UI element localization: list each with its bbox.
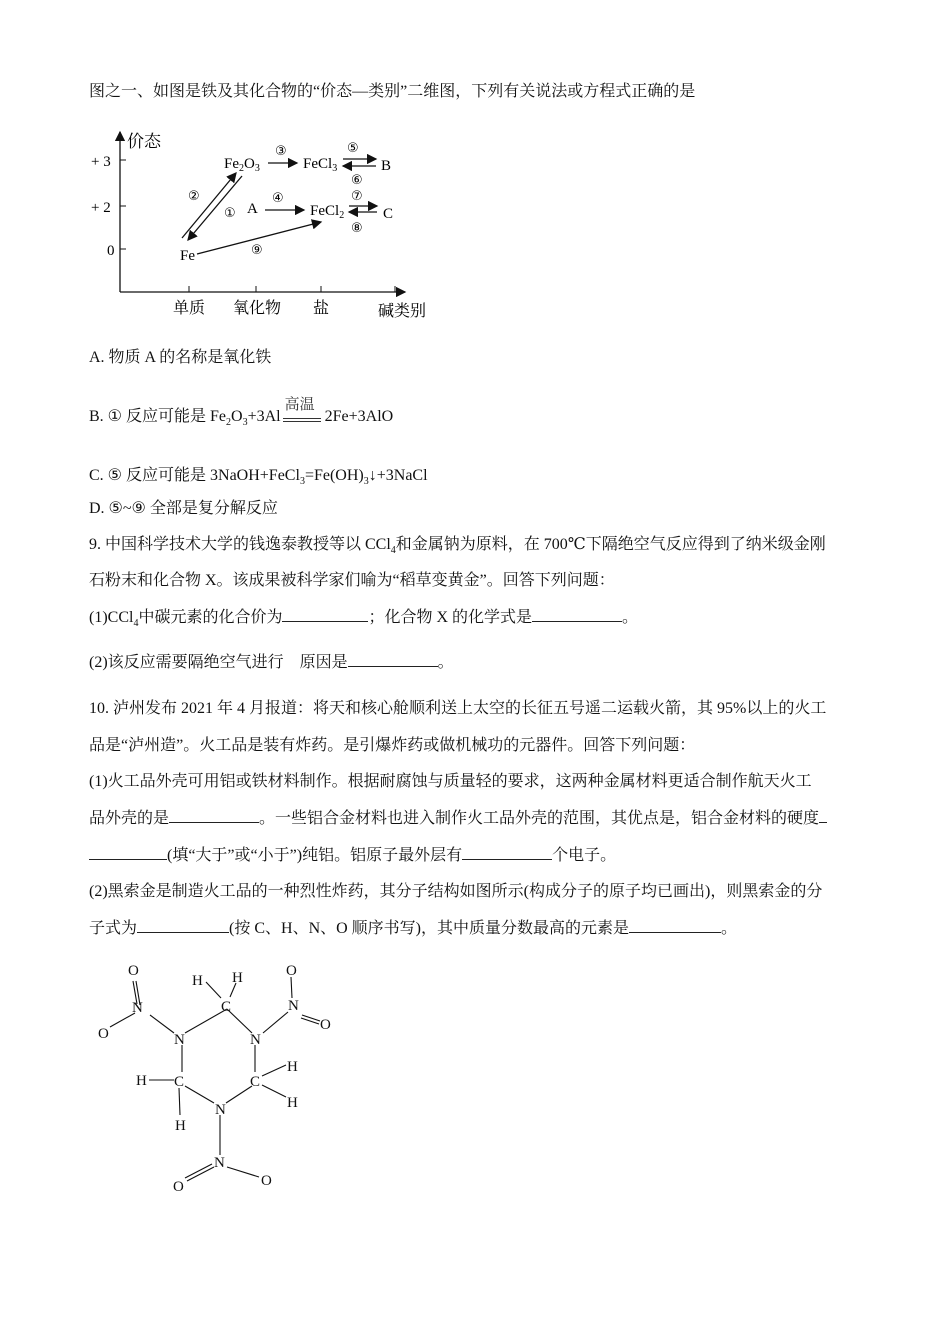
reaction-number-5: ⑤ xyxy=(347,141,359,156)
q9-line-1: 9. 中国科学技术大学的钱逸泰教授等以 CCl$_4$和金属钠为原料，在 700℃下隔绝空气反应得到了纳米级金刚 xyxy=(89,536,826,557)
atom-n: N xyxy=(250,1032,261,1048)
atom-h: H xyxy=(192,973,203,989)
atom-h: H xyxy=(287,1059,298,1075)
q9-part-1: (1)CCl$_4$中碳元素的化合价为 ；化合物 X 的化学式是 。 xyxy=(89,609,639,630)
atom-n: N xyxy=(215,1102,226,1118)
option-a: A. 物质 A 的名称是氧化铁 xyxy=(89,349,272,366)
q10-part-1-line-3: (填“大于”或“小于”)纯铝。铝原子最外层有 个电子。 xyxy=(89,845,616,866)
q10-line-1: 10. 泸州发布 2021 年 4 月报道：将天和核心舱顺利送上太空的长征五号遥二运载火箭，其 95%以上的火工 xyxy=(89,700,827,717)
answer-blank[interactable] xyxy=(137,918,229,933)
atom-c: C xyxy=(221,999,232,1015)
option-b: B. ① 反应可能是 $Fe_2O_3+3Al$ 高温 2Fe+3AlO xyxy=(89,397,394,429)
q10-part-2-line-1: (2)黑索金是制造火工品的一种烈性炸药，其分子结构如图所示(构成分子的原子均已画出)，则黑索金的分 xyxy=(89,883,823,900)
atom-o: O xyxy=(320,1017,331,1033)
atom-h: H xyxy=(287,1095,298,1111)
q9-part-2: (2)该反应需要隔绝空气进行 原因是 。 xyxy=(89,654,454,671)
atom-c: C xyxy=(250,1074,261,1090)
reaction-number-8: ⑧ xyxy=(351,221,363,236)
answer-blank[interactable] xyxy=(462,845,552,860)
atom-o: O xyxy=(173,1179,184,1195)
atom-o: O xyxy=(261,1173,272,1189)
atom-o: O xyxy=(128,963,139,979)
atom-n: N xyxy=(132,1000,143,1016)
atom-h: H xyxy=(136,1073,147,1089)
species-fe2o3: $Fe_2O_3$ xyxy=(224,156,260,174)
atom-c: C xyxy=(174,1074,185,1090)
x-tick-oxide: 氧化物 xyxy=(233,300,282,317)
answer-blank[interactable] xyxy=(532,607,622,622)
question-intro: 图之一、如图是铁及其化合物的“价态—类别”二维图，下列有关说法或方程式正确的是 xyxy=(89,83,696,100)
atom-n: N xyxy=(174,1032,185,1048)
answer-blank[interactable] xyxy=(89,845,167,860)
species-a: A xyxy=(247,201,258,217)
atom-o: O xyxy=(286,963,297,979)
option-c: C. ⑤ 反应可能是 $3NaOH+FeCl_3=Fe(OH)_3↓+3NaCl$ xyxy=(89,467,428,488)
x-tick-base-category: 碱类别 xyxy=(378,303,427,320)
q10-part-1-line-1: (1)火工品外壳可用铝或铁材料制作。根据耐腐蚀与质量轻的要求，这两种金属材料更适合制作航天火工 xyxy=(89,773,812,790)
atom-n: N xyxy=(288,998,299,1014)
reaction-number-1: ① xyxy=(224,206,236,221)
y-tick-zero: 0 xyxy=(107,243,115,259)
species-b: B xyxy=(381,158,392,174)
reaction-number-4: ④ xyxy=(272,191,284,206)
answer-blank[interactable] xyxy=(169,808,259,823)
q9-line-2: 石粉末和化合物 X。该成果被科学家们喻为“稻草变黄金”。回答下列问题： xyxy=(89,572,615,589)
atom-o: O xyxy=(98,1026,109,1042)
rdx-molecule-structure xyxy=(90,955,350,1205)
q10-part-1-line-2: 品外壳的是 。一些铝合金材料也进入制作火工品外壳的范围，其优点是，铝合金材料的硬度 xyxy=(89,808,827,829)
reaction-number-9: ⑨ xyxy=(251,243,263,258)
iron-valence-diagram xyxy=(85,120,455,325)
answer-blank[interactable] xyxy=(819,808,827,823)
q10-line-2: 品是“泸州造”。火工品是装有炸药。是引爆炸药或做机械功的元器件。回答下列问题： xyxy=(89,737,696,754)
y-axis-title: 价态 xyxy=(127,132,161,151)
atom-n: N xyxy=(214,1155,225,1171)
answer-blank[interactable] xyxy=(629,918,721,933)
x-tick-elementary: 单质 xyxy=(173,300,206,317)
species-fecl2: FeCl$_2$ xyxy=(310,203,345,221)
reaction-number-6: ⑥ xyxy=(351,173,363,188)
reaction-number-2: ② xyxy=(188,189,200,204)
q10-part-2-line-2: 子式为 (按 C、H、N、O 顺序书写)，其中质量分数最高的元素是 。 xyxy=(89,920,738,937)
atom-h: H xyxy=(232,970,243,986)
answer-blank[interactable] xyxy=(348,652,438,667)
reaction-number-7: ⑦ xyxy=(351,189,363,204)
reaction-number-3: ③ xyxy=(275,144,287,159)
species-c: C xyxy=(383,206,394,222)
answer-blank[interactable] xyxy=(282,607,368,622)
y-tick-plus3: + 3 xyxy=(91,154,111,170)
atom-h: H xyxy=(175,1118,186,1134)
species-fecl3: FeCl$_3$ xyxy=(303,156,338,174)
y-tick-plus2: + 2 xyxy=(91,200,111,216)
x-tick-salt: 盐 xyxy=(313,300,330,317)
species-fe: Fe xyxy=(180,248,195,264)
option-d: D. ⑤~⑨ 全部是复分解反应 xyxy=(89,500,278,517)
